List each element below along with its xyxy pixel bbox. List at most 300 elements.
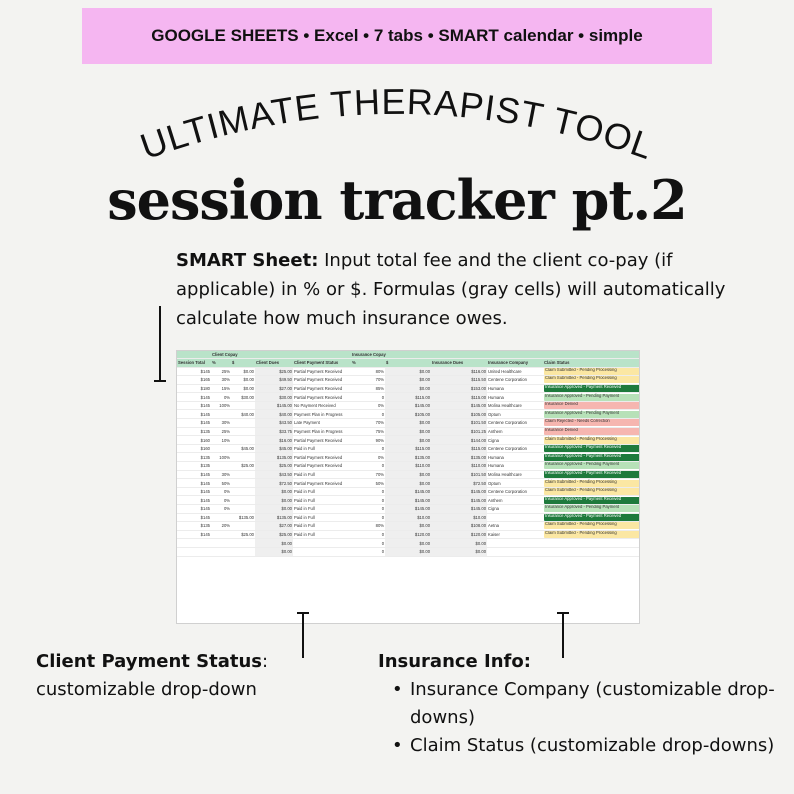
table-cell — [231, 401, 255, 410]
table-cell: $145 — [177, 470, 211, 479]
table-cell: $115.00 — [385, 444, 431, 453]
table-cell: 25% — [211, 427, 231, 436]
table-cell: $10.00 — [385, 513, 431, 522]
insurance-info-list — [388, 676, 788, 760]
table-cell: 0% — [211, 505, 231, 514]
claim-status-pill[interactable]: Claim Submitted - Pending Processing — [544, 368, 640, 375]
table-cell: 0 — [351, 505, 385, 514]
table-cell: 70% — [351, 470, 385, 479]
list-item: • Insurance Company (customizable drop-downs) — [388, 676, 788, 732]
table-cell: $145.00 — [431, 505, 487, 514]
col-header: Insurance Dues — [431, 358, 487, 367]
table-cell: $40.00 — [255, 410, 293, 419]
pointer-line-left — [159, 306, 161, 382]
table-cell[interactable] — [293, 547, 351, 556]
table-cell: $30.00 — [255, 393, 293, 402]
table-cell: $145.00 — [385, 401, 431, 410]
table-cell: $49.50 — [255, 376, 293, 385]
insurance-caption-title — [378, 648, 531, 676]
table-cell: $145 — [177, 419, 211, 428]
table-cell[interactable] — [543, 384, 640, 393]
table-cell[interactable]: Partial Payment Received — [293, 453, 351, 462]
table-cell: $135 — [177, 462, 211, 471]
table-cell[interactable] — [487, 539, 543, 548]
table-cell: $16.00 — [255, 436, 293, 445]
smart-sheet-description — [176, 246, 776, 333]
table-cell[interactable]: Centene Corporation — [487, 487, 543, 496]
table-cell: $0.00 — [255, 539, 293, 548]
table-cell: $0.00 — [431, 539, 487, 548]
table-cell — [211, 444, 231, 453]
table-cell[interactable]: Centene Corporation — [487, 444, 543, 453]
table-cell: $135.00 — [385, 453, 431, 462]
table-cell: $145.00 — [255, 401, 293, 410]
table-cell[interactable] — [487, 547, 543, 556]
table-cell[interactable]: Payment Plan in Progress — [293, 410, 351, 419]
table-cell: 0 — [351, 530, 385, 539]
col-header: $ — [231, 358, 255, 367]
table-cell: 50% — [351, 479, 385, 488]
list-item: • Claim Status (customizable drop-downs) — [388, 732, 788, 760]
table-cell[interactable]: Humana — [487, 393, 543, 402]
table-row — [177, 376, 640, 385]
table-row — [177, 487, 640, 496]
table-cell — [231, 505, 255, 514]
table-row — [177, 436, 640, 445]
table-cell: $25.00 — [255, 462, 293, 471]
table-cell — [231, 496, 255, 505]
table-cell: 0% — [211, 487, 231, 496]
table-cell: $0.00 — [385, 539, 431, 548]
table-cell: $43.50 — [255, 419, 293, 428]
table-cell: $135.00 — [431, 453, 487, 462]
table-cell — [211, 513, 231, 522]
table-cell[interactable]: Cigna — [487, 436, 543, 445]
table-row — [177, 427, 640, 436]
table-cell — [231, 419, 255, 428]
table-cell[interactable]: Paid in Full — [293, 487, 351, 496]
table-cell: $135.00 — [255, 513, 293, 522]
table-cell: $145 — [177, 393, 211, 402]
table-cell: $0.00 — [385, 376, 431, 385]
table-cell[interactable]: Paid in Full — [293, 470, 351, 479]
table-cell[interactable]: Paid in Full — [293, 522, 351, 531]
table-cell[interactable] — [543, 530, 640, 539]
table-cell: 0 — [351, 547, 385, 556]
table-cell: $45.00 — [231, 444, 255, 453]
table-cell[interactable]: Paid in Full — [293, 513, 351, 522]
table-cell[interactable]: Paid in Full — [293, 444, 351, 453]
table-cell: $101.25 — [431, 427, 487, 436]
table-cell[interactable]: Partial Payment Received — [293, 393, 351, 402]
table-cell: $0.00 — [385, 384, 431, 393]
table-cell: $40.00 — [231, 410, 255, 419]
table-cell[interactable]: Humana — [487, 453, 543, 462]
table-cell: $10.00 — [431, 513, 487, 522]
table-cell: $115.00 — [431, 444, 487, 453]
table-cell[interactable]: Optum — [487, 479, 543, 488]
table-cell[interactable]: Late Payment — [293, 419, 351, 428]
table-cell: $72.50 — [255, 479, 293, 488]
feature-banner — [82, 8, 712, 64]
table-cell: $108.00 — [431, 522, 487, 531]
table-row — [177, 453, 640, 462]
table-cell: $145.00 — [431, 496, 487, 505]
table-cell: $180 — [177, 384, 211, 393]
table-cell[interactable] — [543, 453, 640, 462]
table-cell[interactable] — [487, 513, 543, 522]
insurance-title: Insurance Info: — [378, 651, 531, 672]
table-cell: 20% — [211, 522, 231, 531]
table-cell: $0.00 — [385, 367, 431, 376]
claim-status-pill[interactable]: Claim Submitted - Pending Processing — [544, 437, 640, 444]
table-cell[interactable] — [293, 539, 351, 548]
table-cell: 85% — [351, 384, 385, 393]
table-cell: $116.00 — [431, 367, 487, 376]
table-cell: $0.00 — [385, 419, 431, 428]
table-cell — [231, 487, 255, 496]
pointer-line-left-foot — [154, 380, 166, 382]
client-payment-caption — [36, 648, 268, 704]
table-cell: $43.50 — [255, 470, 293, 479]
table-cell: $115.50 — [431, 376, 487, 385]
table-cell: $160 — [177, 444, 211, 453]
table-row — [177, 419, 640, 428]
table-cell: $115.00 — [431, 393, 487, 402]
table-cell: $0.00 — [385, 427, 431, 436]
table-cell[interactable]: Partial Payment Received — [293, 479, 351, 488]
table-cell[interactable] — [543, 376, 640, 385]
col-header: Insurance Company — [487, 358, 543, 367]
table-cell: 30% — [211, 419, 231, 428]
table-cell: $110.00 — [385, 462, 431, 471]
table-cell[interactable]: Aetna — [487, 522, 543, 531]
insurance-copay-header: Insurance Copay — [351, 351, 640, 358]
client-payment-title: Client Payment Status — [36, 651, 262, 672]
table-cell: 0% — [351, 453, 385, 462]
table-cell: $25.00 — [255, 530, 293, 539]
table-cell[interactable] — [543, 539, 640, 548]
table-cell: $0.00 — [385, 547, 431, 556]
table-cell[interactable] — [543, 436, 640, 445]
banner-text: GOOGLE SHEETS • Excel • 7 tabs • SMART calendar • simple — [151, 26, 643, 45]
table-row — [177, 393, 640, 402]
table-row — [177, 384, 640, 393]
claim-status-pill[interactable]: Claim Submitted - Pending Processing — [544, 531, 640, 538]
claim-status-pill[interactable]: Insurance Approved - Pending Payment — [544, 462, 640, 469]
table-cell: $145 — [177, 487, 211, 496]
table-cell: $145 — [177, 401, 211, 410]
table-cell: $27.00 — [255, 384, 293, 393]
table-cell — [231, 427, 255, 436]
table-cell: $165 — [177, 376, 211, 385]
col-header: $ — [385, 358, 431, 367]
claim-status-pill[interactable]: Insurance Approved - Pending Payment — [544, 505, 640, 512]
claim-status-pill[interactable]: Claim Submitted - Pending Processing — [544, 488, 640, 495]
table-row — [177, 367, 640, 376]
claim-status-pill[interactable]: Claim Rejected - Needs Correction — [544, 419, 640, 426]
table-cell[interactable] — [543, 410, 640, 419]
table-cell[interactable]: Payment Plan in Progress — [293, 427, 351, 436]
table-cell[interactable]: Partial Payment Received — [293, 384, 351, 393]
table-cell[interactable] — [543, 496, 640, 505]
table-row — [177, 479, 640, 488]
table-cell — [231, 479, 255, 488]
table-cell — [231, 453, 255, 462]
table-cell: $145.00 — [385, 505, 431, 514]
table-row — [177, 547, 640, 556]
table-cell: $72.50 — [431, 479, 487, 488]
table-cell[interactable]: Centene Corporation — [487, 376, 543, 385]
table-cell[interactable]: Paid in Full — [293, 505, 351, 514]
table-cell — [231, 539, 255, 548]
smart-sheet-label: SMART Sheet: — [176, 250, 319, 271]
table-cell — [211, 410, 231, 419]
col-header: % — [351, 358, 385, 367]
table-cell — [231, 436, 255, 445]
table-cell: $0.00 — [385, 470, 431, 479]
claim-status-pill[interactable]: Insurance Approved - Pending Payment — [544, 394, 640, 401]
table-cell[interactable]: Partial Payment Received — [293, 367, 351, 376]
table-cell: $160 — [177, 436, 211, 445]
table-cell[interactable]: Partial Payment Received — [293, 462, 351, 471]
table-cell — [211, 547, 231, 556]
claim-status-pill[interactable]: Insurance Approved - Payment Received — [544, 454, 640, 461]
table-cell: 50% — [211, 479, 231, 488]
table-cell[interactable]: Molina Healthcare — [487, 470, 543, 479]
table-cell[interactable]: Centene Corporation — [487, 419, 543, 428]
table-cell: 80% — [351, 522, 385, 531]
table-cell — [177, 539, 211, 548]
client-copay-header: Client Copay — [211, 351, 351, 358]
table-cell: 0% — [211, 393, 231, 402]
table-cell: $105.00 — [385, 410, 431, 419]
table-cell: 90% — [351, 436, 385, 445]
table-cell: 0 — [351, 487, 385, 496]
table-cell: $105.00 — [431, 410, 487, 419]
table-cell[interactable] — [543, 547, 640, 556]
table-cell: $0.00 — [231, 367, 255, 376]
table-cell: 0% — [211, 496, 231, 505]
table-cell: $153.00 — [431, 384, 487, 393]
table-cell: $115.00 — [385, 393, 431, 402]
table-cell — [177, 547, 211, 556]
table-row — [177, 496, 640, 505]
table-cell — [231, 522, 255, 531]
table-cell: $101.50 — [431, 470, 487, 479]
table-cell[interactable] — [543, 522, 640, 531]
arc-title-text: ULTIMATE THERAPIST TOOL — [135, 80, 660, 168]
table-cell: 0 — [351, 462, 385, 471]
col-header: % — [211, 358, 231, 367]
table-cell: $135 — [177, 522, 211, 531]
claim-status-pill[interactable]: Insurance Approved - Payment Received — [544, 497, 640, 504]
table-cell: $0.00 — [431, 547, 487, 556]
col-header: Client Dues — [255, 358, 293, 367]
table-cell[interactable]: United Healthcare — [487, 367, 543, 376]
table-cell[interactable] — [543, 487, 640, 496]
table-cell: $0.00 — [385, 522, 431, 531]
claim-status-pill[interactable]: Insurance Approved - Pending Payment — [544, 411, 640, 418]
table-cell: 0% — [351, 401, 385, 410]
table-row — [177, 401, 640, 410]
claim-status-pill[interactable]: Insurance Approved - Payment Received — [544, 385, 640, 392]
table-cell: $120.00 — [385, 530, 431, 539]
table-cell: $135 — [177, 427, 211, 436]
col-header: Session Total — [177, 358, 211, 367]
table-cell: $30.00 — [231, 393, 255, 402]
table-cell: $145.00 — [431, 401, 487, 410]
table-cell: $135.00 — [255, 453, 293, 462]
table-cell: $145 — [177, 410, 211, 419]
table-cell: 70% — [351, 376, 385, 385]
table-row — [177, 470, 640, 479]
client-payment-text: customizable drop-down — [36, 679, 257, 700]
table-cell: 80% — [351, 367, 385, 376]
table-cell: 10% — [211, 436, 231, 445]
pointer-line-payment-foot — [297, 612, 309, 614]
table-cell: $145.00 — [431, 487, 487, 496]
table-cell: 15% — [211, 384, 231, 393]
table-cell: $135 — [177, 453, 211, 462]
table-cell: 100% — [211, 401, 231, 410]
table-cell: 0 — [351, 393, 385, 402]
table-cell: $45.00 — [255, 444, 293, 453]
table-cell[interactable]: Paid in Full — [293, 530, 351, 539]
table-row — [177, 539, 640, 548]
table-cell: 25% — [211, 367, 231, 376]
table-cell: $120.00 — [431, 530, 487, 539]
client-payment-colon: : — [261, 651, 269, 672]
table-cell[interactable]: Humana — [487, 462, 543, 471]
table-cell: $25.00 — [231, 462, 255, 471]
table-cell[interactable] — [543, 427, 640, 436]
table-cell: 0 — [351, 444, 385, 453]
table-cell — [231, 470, 255, 479]
column-header-row — [177, 358, 640, 367]
table-cell[interactable] — [543, 505, 640, 514]
table-cell: 0 — [351, 410, 385, 419]
claim-status-pill[interactable]: Insurance Denied — [544, 402, 640, 409]
table-cell: $0.00 — [385, 436, 431, 445]
table-cell: $0.00 — [255, 496, 293, 505]
table-cell: $145 — [177, 513, 211, 522]
table-cell[interactable] — [543, 513, 640, 522]
spreadsheet-preview — [176, 350, 640, 624]
table-body — [177, 367, 640, 556]
table-cell: 0 — [351, 513, 385, 522]
pointer-line-insurance-foot — [557, 612, 569, 614]
claim-status-pill[interactable]: Claim Submitted - Pending Processing — [544, 376, 640, 383]
table-cell: $145 — [177, 479, 211, 488]
table-cell[interactable]: Partial Payment Received — [293, 376, 351, 385]
table-cell — [211, 462, 231, 471]
claim-status-pill[interactable]: Insurance Approved - Payment Received — [544, 471, 640, 478]
table-cell: $110.00 — [431, 462, 487, 471]
table-cell: 0 — [351, 539, 385, 548]
table-cell: 0 — [351, 496, 385, 505]
table-cell[interactable]: Anthem — [487, 496, 543, 505]
table-cell — [231, 547, 255, 556]
table-row — [177, 522, 640, 531]
table-cell: 30% — [211, 470, 231, 479]
table-cell[interactable] — [543, 444, 640, 453]
page-title: session tracker pt.2 — [107, 168, 687, 232]
table-cell[interactable]: Partial Payment Received — [293, 436, 351, 445]
table-cell: 75% — [351, 427, 385, 436]
table-cell: $145 — [177, 367, 211, 376]
pointer-line-payment — [302, 612, 304, 658]
table-cell[interactable]: Anthem — [487, 427, 543, 436]
table-cell: $0.00 — [255, 505, 293, 514]
table-cell[interactable] — [543, 393, 640, 402]
table-cell: $145 — [177, 505, 211, 514]
table-cell[interactable]: Optum — [487, 410, 543, 419]
table-row — [177, 505, 640, 514]
claim-status-pill[interactable]: Claim Submitted - Pending Processing — [544, 522, 640, 529]
pointer-line-insurance — [562, 612, 564, 658]
table-row — [177, 410, 640, 419]
table-cell: $0.00 — [255, 487, 293, 496]
table-cell: 70% — [351, 419, 385, 428]
claim-status-pill[interactable]: Insurance Approved - Payment Received — [544, 514, 640, 521]
claim-status-pill[interactable]: Insurance Denied — [544, 428, 640, 435]
table-cell[interactable] — [543, 479, 640, 488]
smart-sheet-text: Input total fee and the client co-pay (if applicable) in % or $. Formulas (gray cells) will automatically calculate how much insurance owes. — [176, 250, 726, 329]
table-cell: $27.00 — [255, 522, 293, 531]
table-cell: 100% — [211, 453, 231, 462]
table-cell: $0.00 — [255, 547, 293, 556]
table-cell[interactable] — [543, 401, 640, 410]
table-cell[interactable]: Paid in Full — [293, 496, 351, 505]
table-cell[interactable] — [543, 419, 640, 428]
table-cell[interactable]: No Payment Received — [293, 401, 351, 410]
table-cell: 30% — [211, 376, 231, 385]
table-cell: $0.00 — [385, 479, 431, 488]
table-row — [177, 444, 640, 453]
claim-status-pill[interactable]: Claim Submitted - Pending Processing — [544, 480, 640, 487]
session-table — [177, 351, 640, 557]
table-cell — [211, 530, 231, 539]
table-cell: $0.00 — [231, 384, 255, 393]
table-cell[interactable]: Humana — [487, 384, 543, 393]
table-cell[interactable]: Molina Healthcare — [487, 401, 543, 410]
table-cell: $145 — [177, 530, 211, 539]
table-row — [177, 462, 640, 471]
table-cell: $135.00 — [231, 513, 255, 522]
col-header: Client Payment Status — [293, 358, 351, 367]
table-cell[interactable] — [543, 462, 640, 471]
table-cell: $145.00 — [385, 487, 431, 496]
table-cell: $25.00 — [231, 530, 255, 539]
table-cell: $0.00 — [231, 376, 255, 385]
table-cell: $101.50 — [431, 419, 487, 428]
table-cell[interactable]: Cigna — [487, 505, 543, 514]
table-cell[interactable]: Kaiser — [487, 530, 543, 539]
col-header: Claim Status — [543, 358, 640, 367]
table-cell: $144.00 — [431, 436, 487, 445]
table-cell[interactable] — [543, 367, 640, 376]
table-cell[interactable] — [543, 470, 640, 479]
group-header-row — [177, 351, 640, 358]
table-row — [177, 530, 640, 539]
table-row — [177, 513, 640, 522]
table-cell: $145 — [177, 496, 211, 505]
table-cell: $25.00 — [255, 367, 293, 376]
table-cell: $33.75 — [255, 427, 293, 436]
claim-status-pill[interactable]: Insurance Approved - Payment Received — [544, 445, 640, 452]
table-cell — [211, 539, 231, 548]
